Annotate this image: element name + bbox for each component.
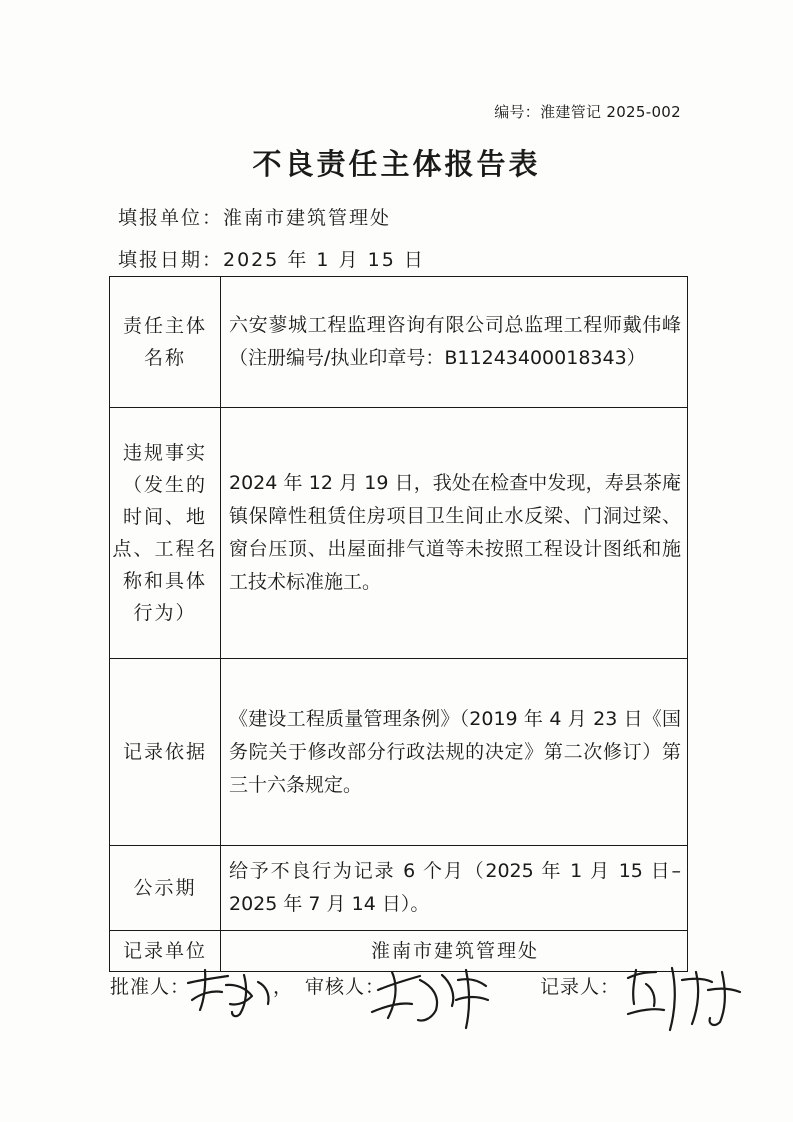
table-row (110, 277, 688, 408)
label-line: 时间、地 (122, 506, 207, 528)
label-line: 称和具体 (122, 570, 207, 592)
table-row (110, 846, 688, 931)
reviewer-label: 审核人： (305, 976, 386, 998)
reporting-unit: 填报单位：淮南市建筑管理处 (118, 207, 392, 229)
row-label (110, 408, 221, 659)
label-line: 名称 (143, 347, 186, 369)
report-table (109, 276, 688, 972)
reviewer-signature (372, 970, 488, 1028)
table-row (110, 659, 688, 846)
recording-unit-value: 淮南市建筑管理处 (221, 931, 688, 972)
row-label (110, 277, 221, 408)
approver-signature (188, 970, 269, 1016)
page-title: 不良责任主体报告表 (252, 147, 541, 181)
label-line: 责任主体 (122, 315, 207, 337)
publicity-period-value: 给予不良行为记录 6 个月（2025 年 1 月 15 日–2025 年 7 月 14 日）。 (221, 846, 688, 931)
responsible-party-value: 六安蓼城工程监理咨询有限公司总监理工程师戴伟峰（注册编号/执业印章号：B11243400018343） (221, 277, 688, 408)
label-line: 记录单位 (122, 940, 207, 962)
label-line: 点、工程名 (112, 538, 218, 560)
row-label (110, 846, 221, 931)
approver-label: 批准人： (110, 976, 191, 998)
table-row (110, 408, 688, 659)
table-row (110, 931, 688, 972)
record-basis-value: 《建设工程质量管理条例》（2019 年 4 月 23 日《国务院关于修改部分行政法规的决定》第二次修订）第三十六条规定。 (221, 659, 688, 846)
label-line: 违规事实 (122, 442, 207, 464)
violation-facts-value: 2024 年 12 月 19 日，我处在检查中发现，寿县茶庵镇保障性租赁住房项目卫生间止水反梁、门洞过梁、窗台压顶、出屋面排气道等未按照工程设计图纸和施工技术标准施工。 (221, 408, 688, 659)
recorder-label: 记录人： (540, 976, 621, 998)
row-label (110, 931, 221, 972)
label-line: 记录依据 (122, 741, 207, 763)
signature-separator: ， (273, 976, 294, 998)
recorder-signature (628, 968, 740, 1030)
document-number: 编号：淮建管记 2025-002 (494, 103, 681, 121)
label-line: 公示期 (133, 877, 197, 899)
row-label (110, 659, 221, 846)
label-line: （发生的 (122, 474, 207, 496)
reporting-date: 填报日期：2025 年 1 月 15 日 (118, 249, 425, 271)
label-line: 行为） (133, 602, 197, 624)
